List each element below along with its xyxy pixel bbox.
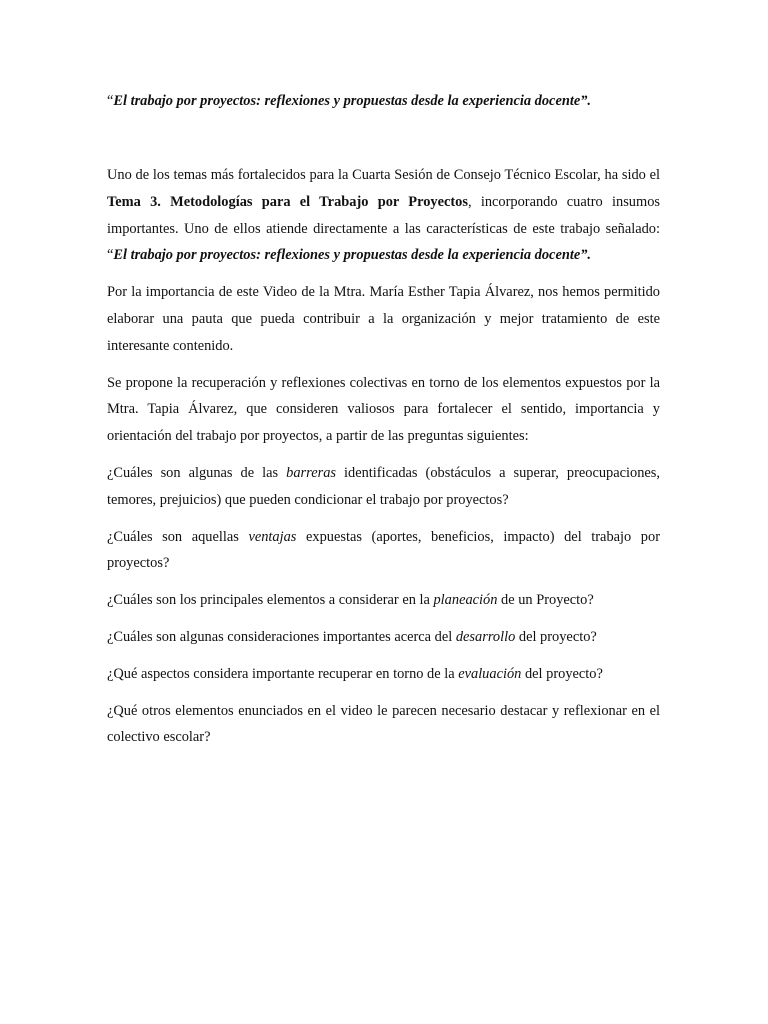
intro-topic-bold: Tema 3. Metodologías para el Trabajo por Proyectos	[107, 193, 468, 210]
title-open-quote: “	[107, 93, 114, 109]
question-desarrollo	[107, 624, 660, 651]
intro-text-middle: , incorporando cuatro insumos importantes. Uno de ellos atiende directamente a las características de este trabajo señalado: “	[107, 193, 660, 264]
document-body	[107, 88, 660, 751]
intro-paragraph	[107, 162, 660, 269]
question-ventajas	[107, 524, 660, 578]
question-text: de un Proyecto?	[497, 592, 594, 609]
document-title	[107, 88, 660, 115]
question-text: expuestas (aportes, beneficios, impacto) del trabajo por proyectos?	[107, 528, 660, 572]
question-text: ¿Cuáles son aquellas	[107, 528, 249, 545]
question-planeacion	[107, 587, 660, 614]
question-text: ¿Cuáles son algunas de las	[107, 464, 287, 481]
question-keyword: desarrollo	[455, 628, 516, 645]
question-text: ¿Cuáles son los principales elementos a considerar en la	[107, 592, 434, 609]
question-text: del proyecto?	[521, 665, 603, 682]
question-text: ¿Cuáles son algunas consideraciones importantes acerca del	[107, 628, 456, 645]
paragraph-video: Por la importancia de este Video de la Mtra. María Esther Tapia Álvarez, nos hemos permitido elaborar una pauta que pueda contribuir a la organización y mejor tratamiento de este interesante contenido.	[107, 284, 660, 354]
paragraph-proposal: Se propone la recuperación y reflexiones colectivas en torno de los elementos expuestos por la Mtra. Tapia Álvarez, que consideren valiosos para fortalecer el sentido, importancia y orientación del trabajo por proyectos, a partir de las preguntas siguientes:	[107, 374, 660, 445]
title-close: ”.	[580, 93, 592, 109]
question-otros-elementos: ¿Qué otros elementos enunciados en el video le parecen necesario destacar y reflexionar en el colectivo escolar?	[107, 702, 660, 746]
question-keyword: planeación	[433, 592, 498, 609]
intro-text-start: Uno de los temas más fortalecidos para la Cuarta Sesión de Consejo Técnico Escolar, ha sido el	[107, 167, 660, 183]
question-keyword: barreras	[286, 464, 336, 481]
question-text: del proyecto?	[515, 628, 597, 645]
question-keyword: evaluación	[458, 665, 522, 682]
title-text: El trabajo por proyectos: reflexiones y propuestas desde la experiencia docente	[113, 93, 581, 109]
question-barreras	[107, 460, 660, 514]
question-text: identificadas (obstáculos a superar, preocupaciones, temores, prejuicios) que pueden condicionar el trabajo por proyectos?	[107, 464, 660, 508]
question-evaluacion	[107, 661, 660, 688]
question-keyword: ventajas	[248, 528, 297, 545]
intro-quoted-title: El trabajo por proyectos: reflexiones y propuestas desde la experiencia docente”.	[113, 247, 592, 264]
question-text: ¿Qué aspectos considera importante recuperar en torno de la	[107, 665, 459, 682]
